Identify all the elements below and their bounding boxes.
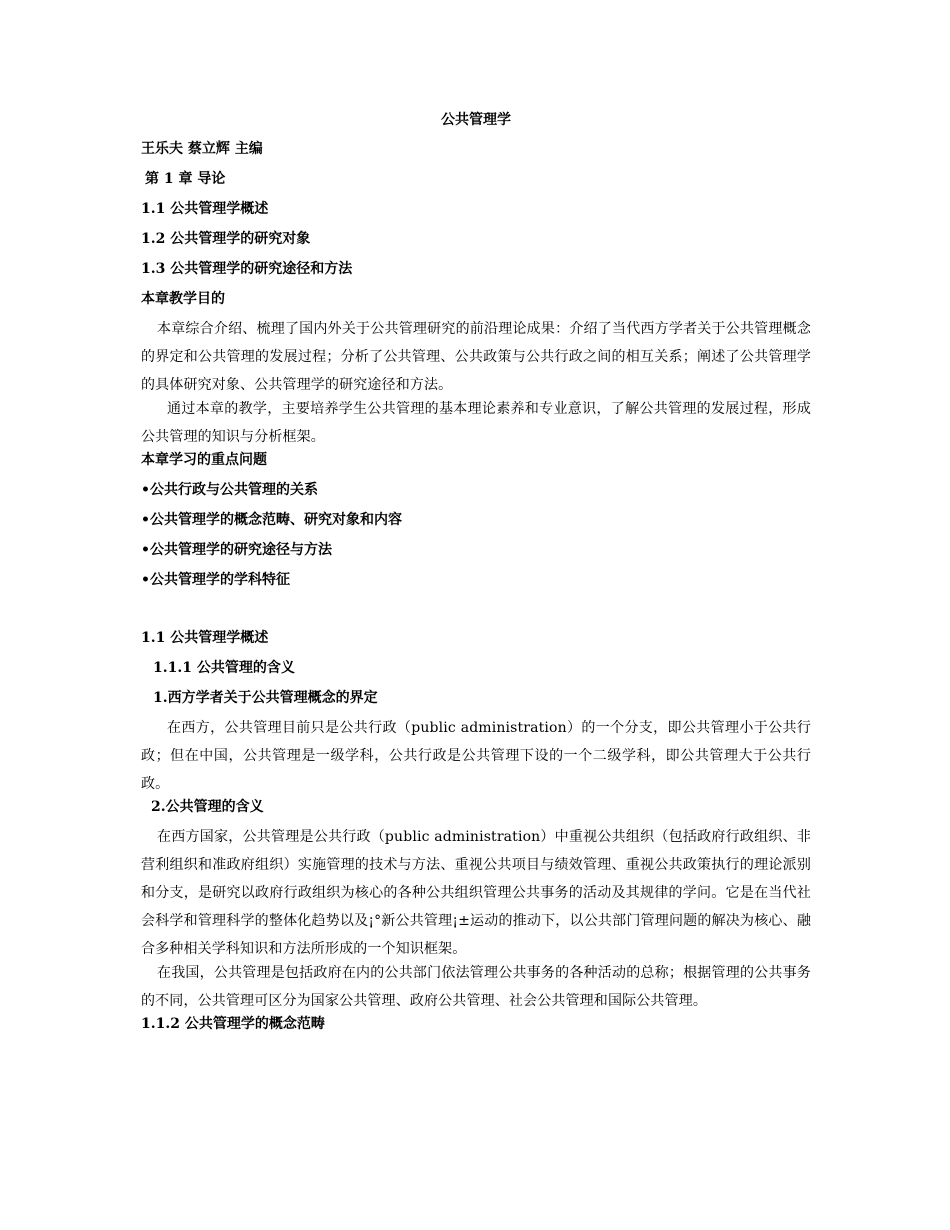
western-definition-paragraph: 在西方，公共管理目前只是公共行政（public administration）的一个分支，即公共管理小于公共行政；但在中国，公共管理是一级学科，公共行政是公共管理下设的一个二级学科，即公共管理大于公共行政。	[141, 720, 811, 792]
chapter-heading: 第 1 章 导论	[145, 171, 226, 187]
section-heading-1-1-1: 1.1.1 公共管理的含义	[153, 660, 295, 676]
key-point-item: •公共行政与公共管理的关系	[141, 482, 318, 498]
toc-item: 1.1 公共管理学概述	[141, 201, 269, 217]
meaning-paragraph-2: 在我国，公共管理是包括政府在内的公共部门依法管理公共事务的各种活动的总称；根据管理的公共事务的不同，公共管理可区分为国家公共管理、政府公共管理、社会公共管理和国际公共管理。	[141, 965, 811, 1009]
objectives-paragraph-1: 本章综合介绍、梳理了国内外关于公共管理研究的前沿理论成果：介绍了当代西方学者关于公共管理概念的界定和公共管理的发展过程；分析了公共管理、公共政策与公共行政之间的相互关系；阐述了公共管理学的具体研究对象、公共管理学的研究途径和方法。	[141, 321, 811, 393]
key-point-item: •公共管理学的概念范畴、研究对象和内容	[141, 512, 402, 528]
editors-line: 王乐夫 蔡立辉 主编	[141, 141, 263, 157]
document-body	[141, 110, 811, 1044]
toc-item: 1.2 公共管理学的研究对象	[141, 231, 311, 247]
toc-item: 1.3 公共管理学的研究途径和方法	[141, 261, 353, 277]
key-point-item: •公共管理学的学科特征	[141, 572, 290, 588]
objectives-paragraph-2: 通过本章的教学，主要培养学生公共管理的基本理论素养和专业意识，了解公共管理的发展过程，形成公共管理的知识与分析框架。	[141, 401, 811, 445]
document-title: 公共管理学	[441, 112, 511, 128]
meaning-paragraph-1: 在西方国家，公共管理是公共行政（public administration）中重视公共组织（包括政府行政组织、非营利组织和准政府组织）实施管理的技术与方法、重视公共项目与绩效管理、重视公共政策执行的理论派别和分支，是研究以政府行政组织为核心的各种公共组织管理公共事务的活动及其规律的学问。它是在当代社会科学和管理科学的整体化趋势以及¡°新公共管理¡±运动的推动下，以公共部门管理问题的解决为核心、融合多种相关学科知识和方法所形成的一个知识框架。	[141, 829, 811, 957]
key-point-item: •公共管理学的研究途径与方法	[141, 542, 332, 558]
section-heading-1-1: 1.1 公共管理学概述	[141, 630, 269, 646]
subheading-western-definition: 1.西方学者关于公共管理概念的界定	[153, 690, 378, 706]
section-heading-1-1-2: 1.1.2 公共管理学的概念范畴	[141, 1016, 325, 1032]
spacer	[141, 600, 811, 628]
key-points-heading: 本章学习的重点问题	[141, 452, 267, 468]
objectives-heading: 本章教学目的	[141, 291, 225, 307]
subheading-meaning: 2.公共管理的含义	[151, 799, 264, 815]
